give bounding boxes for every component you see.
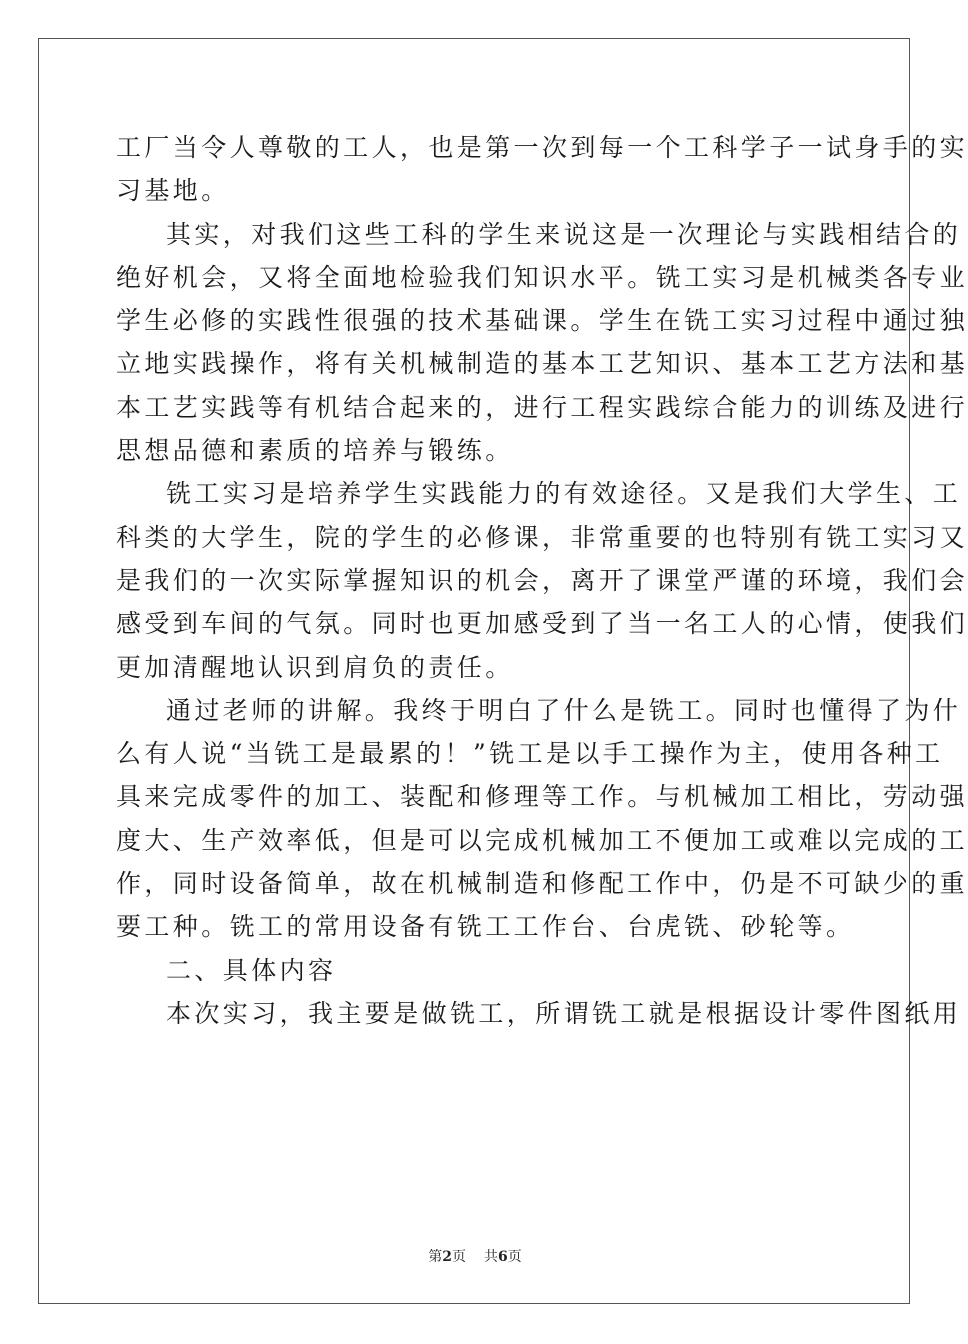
text-line: 更加清醒地认识到肩负的责任。 <box>116 652 514 682</box>
page-number: 2 <box>442 1249 452 1265</box>
page-suffix: 页 <box>452 1249 466 1265</box>
text-line: 本工艺实践等有机结合起来的，进行工程实践综合能力的训练及进行 <box>116 392 968 422</box>
text-line: 要工种。铣工的常用设备有铣工工作台、台虎铣、砂轮等。 <box>116 912 855 942</box>
total-prefix: 共 <box>484 1249 498 1265</box>
text-line: 思想品德和素质的培养与锻练。 <box>116 436 514 466</box>
text-line: 其实，对我们这些工科的学生来说这是一次理论与实践相结合的 <box>166 219 962 249</box>
total-suffix: 页 <box>507 1249 522 1265</box>
text-line: 铣工实习是培养学生实践能力的有效途径。又是我们大学生、工 <box>166 479 962 509</box>
text-line: 感受到车间的气氛。同时也更加感受到了当一名工人的心情，使我们 <box>116 609 968 639</box>
text-line: 绝好机会，又将全面地检验我们知识水平。铣工实习是机械类各专业 <box>116 262 968 292</box>
text-line: 是我们的一次实际掌握知识的机会，离开了课堂严谨的环境，我们会 <box>116 565 968 595</box>
document-body <box>116 126 968 1035</box>
text-line: 立地实践操作，将有关机械制造的基本工艺知识、基本工艺方法和基 <box>116 349 968 379</box>
text-line: 二、具体内容 <box>166 955 337 985</box>
page-prefix: 第 <box>428 1249 443 1265</box>
text-line: 习基地。 <box>116 176 230 206</box>
page-footer <box>0 1246 950 1266</box>
total-pages: 6 <box>498 1249 508 1265</box>
text-line: 度大、生产效率低，但是可以完成机械加工不便加工或难以完成的工 <box>116 825 968 855</box>
text-line: 作，同时设备简单，故在机械制造和修配工作中，仍是不可缺少的重 <box>116 869 968 899</box>
text-line: 工厂当令人尊敬的工人，也是第一次到每一个工科学子一试身手的实 <box>116 133 968 162</box>
text-line: 么有人说“当铣工是最累的！”铣工是以手工操作为主，使用各种工 <box>116 739 944 769</box>
text-line: 科类的大学生，院的学生的必修课，非常重要的也特别有铣工实习又 <box>116 522 968 552</box>
text-line: 学生必修的实践性很强的技术基础课。学生在铣工实习过程中通过独 <box>116 306 968 336</box>
text-line: 具来完成零件的加工、装配和修理等工作。与机械加工相比，劳动强 <box>116 782 968 812</box>
text-line: 本次实习，我主要是做铣工，所谓铣工就是根据设计零件图纸用 <box>166 998 962 1028</box>
text-line: 通过老师的讲解。我终于明白了什么是铣工。同时也懂得了为什 <box>166 695 962 725</box>
